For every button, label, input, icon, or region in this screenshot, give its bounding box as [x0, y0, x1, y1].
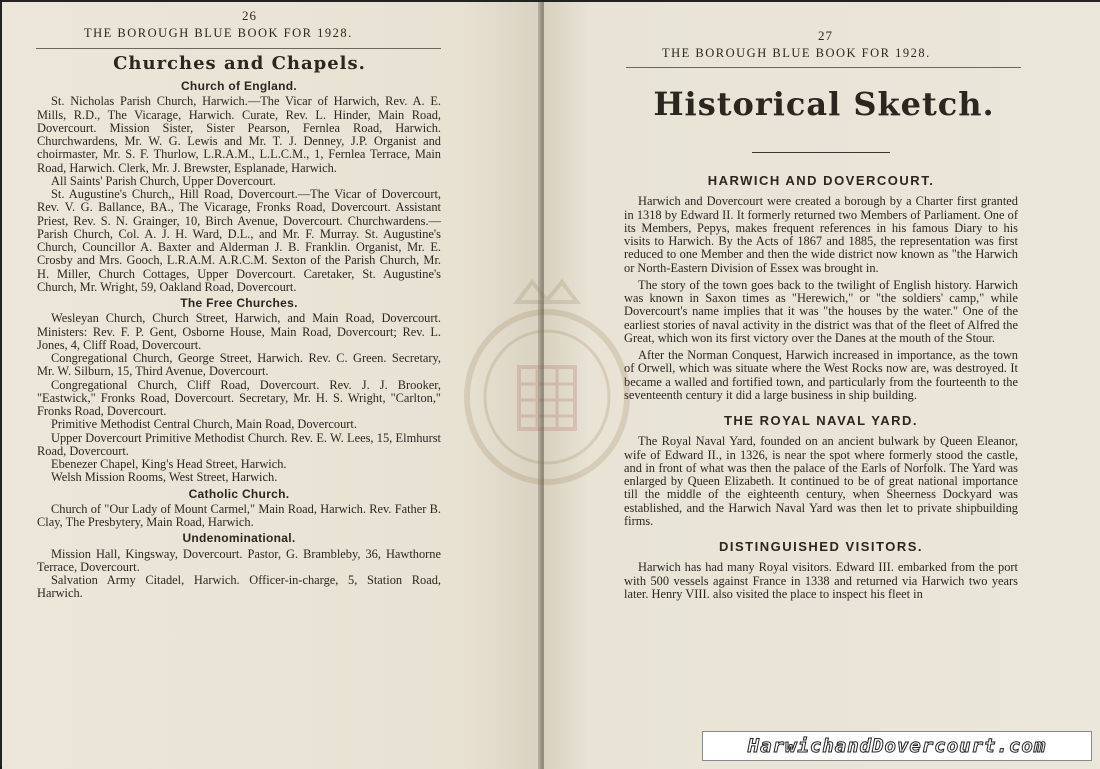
section-heading-catholic-church: Catholic Church.: [188, 486, 290, 501]
paragraph: All Saints' Parish Church, Upper Dovercourt.: [51, 173, 276, 188]
section-heading-church-of-england: Church of England.: [180, 79, 298, 93]
paragraph: Mission Hall, Kingsway, Dovercourt. Pastor, G. Brambleby, 36, Hawthorne Terrace, Dovercourt.: [37, 546, 441, 574]
section-heading-free-churches: The Free Churches.: [180, 296, 298, 310]
left-body: [37, 77, 441, 601]
title-underline-rule: [752, 152, 890, 153]
paragraph: Welsh Mission Rooms, West Street, Harwich.: [51, 470, 278, 485]
paragraph: The story of the town goes back to the twilight of English history. Harwich was known in Saxon times as "Herewich," or "the soldiers' camp," while Dovercourt's name implies that it was "the houses by the water." One of the earliest stories of naval activity in the district was that of the fleet of Alfred the Great, which won its first victory over the Danes at the mouth of the Stour.: [624, 277, 1018, 345]
right-page-title: Historical Sketch.: [653, 85, 995, 123]
paragraph: St. Augustine's Church,, Hill Road, Dovercourt.—The Vicar of Dovercourt, Rev. V. G. Ballance, BA., The Vicarage, Fronks Road, Dovercourt. Assistant Priest, Rev. S. N. Grainger, 10, Birch Avenue, Dovercourt. Churchwardens.—Parish Church, Col. A. J. H. Ward, D.L., and Mr. F. Murray. St. Augustine's Church, Councillor A. Baxter and Alderman J. B. Franklin. Organist, Mr. E. Crosby and Mrs. Gooch, L.R.A.M. A.R.C.M. Sexton of the Parish Church, Mr. H. Miller, Church Cottages, Upper Dovercourt. Caretaker, St. Augustine's Church, Mr. Wright, 59, Oakland Road, Dovercourt.: [37, 187, 441, 294]
paragraph: Upper Dovercourt Primitive Methodist Church. Rev. E. W. Lees, 15, Elmhurst Road, Dovercourt.: [37, 430, 441, 458]
section-heading-distinguished-visitors: DISTINGUISHED VISITORS.: [718, 539, 923, 554]
section-heading-harwich-and-dovercourt: HARWICH AND DOVERCOURT.: [707, 173, 935, 188]
paragraph: The Royal Naval Yard, founded on an ancient bulwark by Queen Eleanor, wife of Edward II., in 1326, is near the spot where formerly stood the castle, and in front of what was then the palace of the Earls of Norfolk. The Yard was enlarged by Queen Elizabeth. It continued to be of great national importance till the middle of the eighteenth century, when Sheerness Dockyard was established, and the Harwich Naval Yard was then let to private shipbuilding firms.: [624, 434, 1018, 528]
paragraph: Church of "Our Lady of Mount Carmel," Main Road, Harwich. Rev. Father B. Clay, The Presbytery, Main Road, Harwich.: [37, 501, 441, 529]
section-heading-undenominational: Undenominational.: [182, 531, 296, 546]
right-running-head: THE BOROUGH BLUE BOOK FOR 1928.: [662, 46, 931, 60]
paragraph: Harwich and Dovercourt were created a borough by a Charter first granted in 1318 by Edward II. It formerly returned two Members of Parliament. One of its Members, Pepys, makes frequent references in his famous Diary to his visits to Harwich. By the Acts of 1867 and 1885, the representation was first reduced to one Member and then the wide district now known as "the Harwich or North-Eastern Division of Essex was brought in.: [624, 194, 1018, 275]
left-page-title: Churches and Chapels.: [113, 53, 366, 74]
paragraph: After the Norman Conquest, Harwich increased in importance, as the town of Orwell, which was situate where the West Rocks now are, was destroyed. It became a walled and fortified town, and particularly from the fourteenth to the seventeenth century it did a large business in ship building.: [624, 348, 1018, 402]
paragraph: Congregational Church, George Street, Harwich. Rev. C. Green. Secretary, Mr. W. Silburn, 15, Third Avenue, Dovercourt.: [37, 351, 441, 379]
site-watermark: HarwichandDovercourt.com: [702, 731, 1092, 761]
left-header-rule: [36, 48, 441, 49]
right-header-rule: [626, 67, 1021, 68]
paragraph: Congregational Church, Cliff Road, Dovercourt. Rev. J. J. Brooker, "Eastwick," Fronks Road, Dovercourt. Secretary, Mr. H. S. Wright, "Carlton," Fronks Road, Dovercourt.: [37, 377, 441, 418]
left-page-number: 26: [242, 8, 257, 23]
borough-seal-icon: [457, 272, 637, 502]
section-heading-royal-naval-yard: THE ROYAL NAVAL YARD.: [723, 413, 919, 428]
paragraph: Ebenezer Chapel, King's Head Street, Harwich.: [51, 457, 287, 471]
paragraph: Wesleyan Church, Church Street, Harwich, and Main Road, Dovercourt. Ministers: Rev. F. P. Gent, Osborne House, Main Road, Dovercourt; Rev. L. Jones, 4, Cliff Road, Dovercourt.: [37, 311, 441, 352]
paragraph: Primitive Methodist Central Church, Main Road, Dovercourt.: [51, 417, 357, 432]
right-page-number: 27: [818, 28, 833, 43]
paragraph: Salvation Army Citadel, Harwich. Officer-in-charge, 5, Station Road, Harwich.: [37, 573, 441, 601]
paragraph: St. Nicholas Parish Church, Harwich.—The Vicar of Harwich, Rev. A. E. Mills, R.D., The Vicarage, Harwich. Curate, Rev. L. Hinder, Main Road, Dovercourt. Mission Sister, Sister Pearson, Fernlea Road, Harwich. Churchwardens, Mr. W. G. Lewis and Mr. T. J. Denney, J.P. Organist and choirmaster, Mr. S. F. Thurlow, L.R.A.M., L.L.C.M., 1, Fernlea Terrace, Main Road, Harwich. Clerk, Mr. J. Brewster, Esplanade, Harwich.: [37, 94, 441, 175]
right-body: [624, 162, 1018, 601]
paragraph: Harwich has had many Royal visitors. Edward III. embarked from the port with 500 vessels against France in 1338 and returned via Harwich two years later. Henry VIII. also visited the place to inspect his fleet in: [624, 560, 1018, 601]
left-running-head: THE BOROUGH BLUE BOOK FOR 1928.: [84, 26, 353, 40]
